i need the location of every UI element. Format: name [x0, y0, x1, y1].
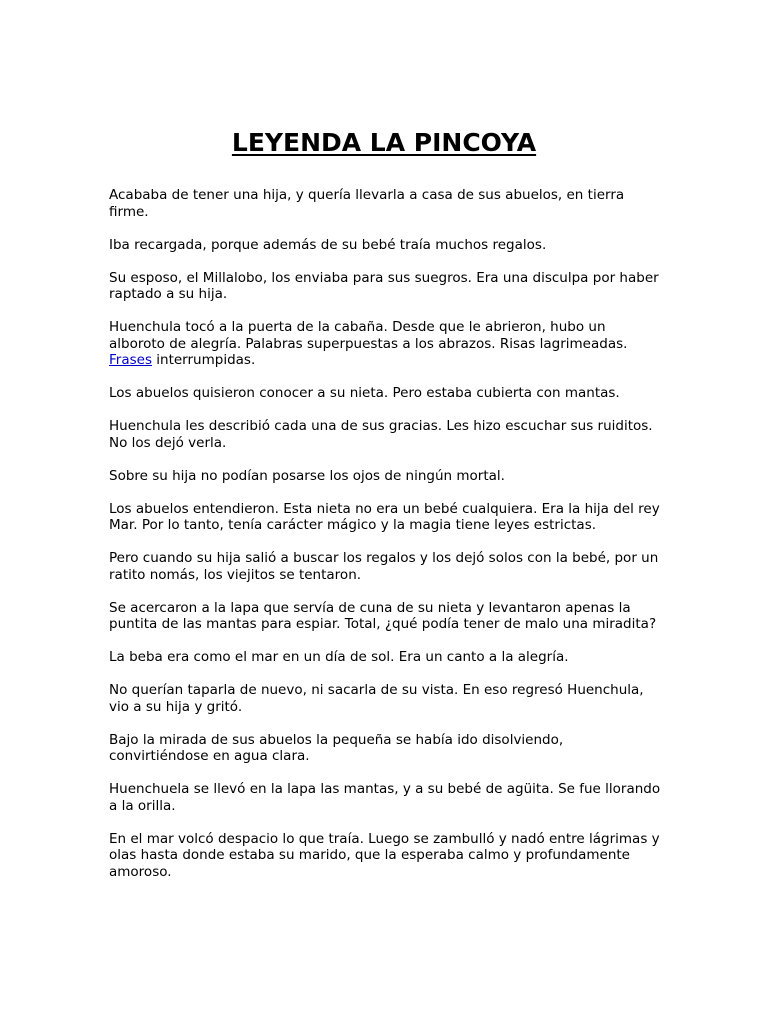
- paragraph-1: Acababa de tener una hija, y quería llevarla a casa de sus abuelos, en tierra firme.: [109, 187, 625, 220]
- paragraph-12: No querían taparla de nuevo, ni sacarla de su vista. En eso regresó Huenchula, vio a su hija y gritó.: [109, 682, 644, 715]
- paragraph-11: La beba era como el mar en un día de sol. Era un canto a la alegría.: [109, 649, 569, 665]
- paragraph-5: Los abuelos quisieron conocer a su nieta. Pero estaba cubierta con mantas.: [109, 385, 620, 401]
- frases-link[interactable]: Frases: [109, 352, 152, 368]
- paragraph-4-text-before: Huenchula tocó a la puerta de la cabaña. Desde que le abrieron, hubo un alboroto de alegría. Palabras superpuestas a los abrazos. Risas lagrimeadas.: [109, 319, 628, 352]
- paragraph-15: En el mar volcó despacio lo que traía. Luego se zambulló y nadó entre lágrimas y olas hasta donde estaba su marido, que la esperaba calmo y profundamente amoroso.: [109, 830, 660, 880]
- document-body: [109, 187, 661, 897]
- paragraph-8: Los abuelos entendieron. Esta nieta no era un bebé cualquiera. Era la hija del rey Mar. Por lo tanto, tenía carácter mágico y la magia tiene leyes estrictas.: [109, 500, 660, 533]
- paragraph-3: Su esposo, el Millalobo, los enviaba para sus suegros. Era una disculpa por haber raptado a su hija.: [109, 269, 659, 302]
- paragraph-4: [109, 319, 661, 369]
- paragraph-9: Pero cuando su hija salió a buscar los regalos y los dejó solos con la bebé, por un ratito nomás, los viejitos se tentaron.: [109, 550, 659, 583]
- paragraph-4-text-after: interrumpidas.: [151, 352, 256, 368]
- paragraph-14: Huenchuela se llevó en la lapa las mantas, y a su bebé de agüita. Se fue llorando a la orilla.: [109, 781, 661, 814]
- paragraph-10: Se acercaron a la lapa que servía de cuna de su nieta y levantaron apenas la puntita de las mantas para espiar. Total, ¿qué podía tener de malo una miradita?: [109, 599, 657, 632]
- paragraph-13: Bajo la mirada de sus abuelos la pequeña se había ido disolviendo, convirtiéndose en agua clara.: [109, 731, 564, 764]
- paragraph-2: Iba recargada, porque además de su bebé traía muchos regalos.: [109, 236, 547, 253]
- paragraph-7: Sobre su hija no podían posarse los ojos de ningún mortal.: [109, 467, 505, 484]
- paragraph-6: Huenchula les describió cada una de sus gracias. Les hizo escuchar sus ruiditos. No los dejó verla.: [109, 418, 653, 451]
- page-title: LEYENDA LA PINCOYA: [231, 128, 537, 157]
